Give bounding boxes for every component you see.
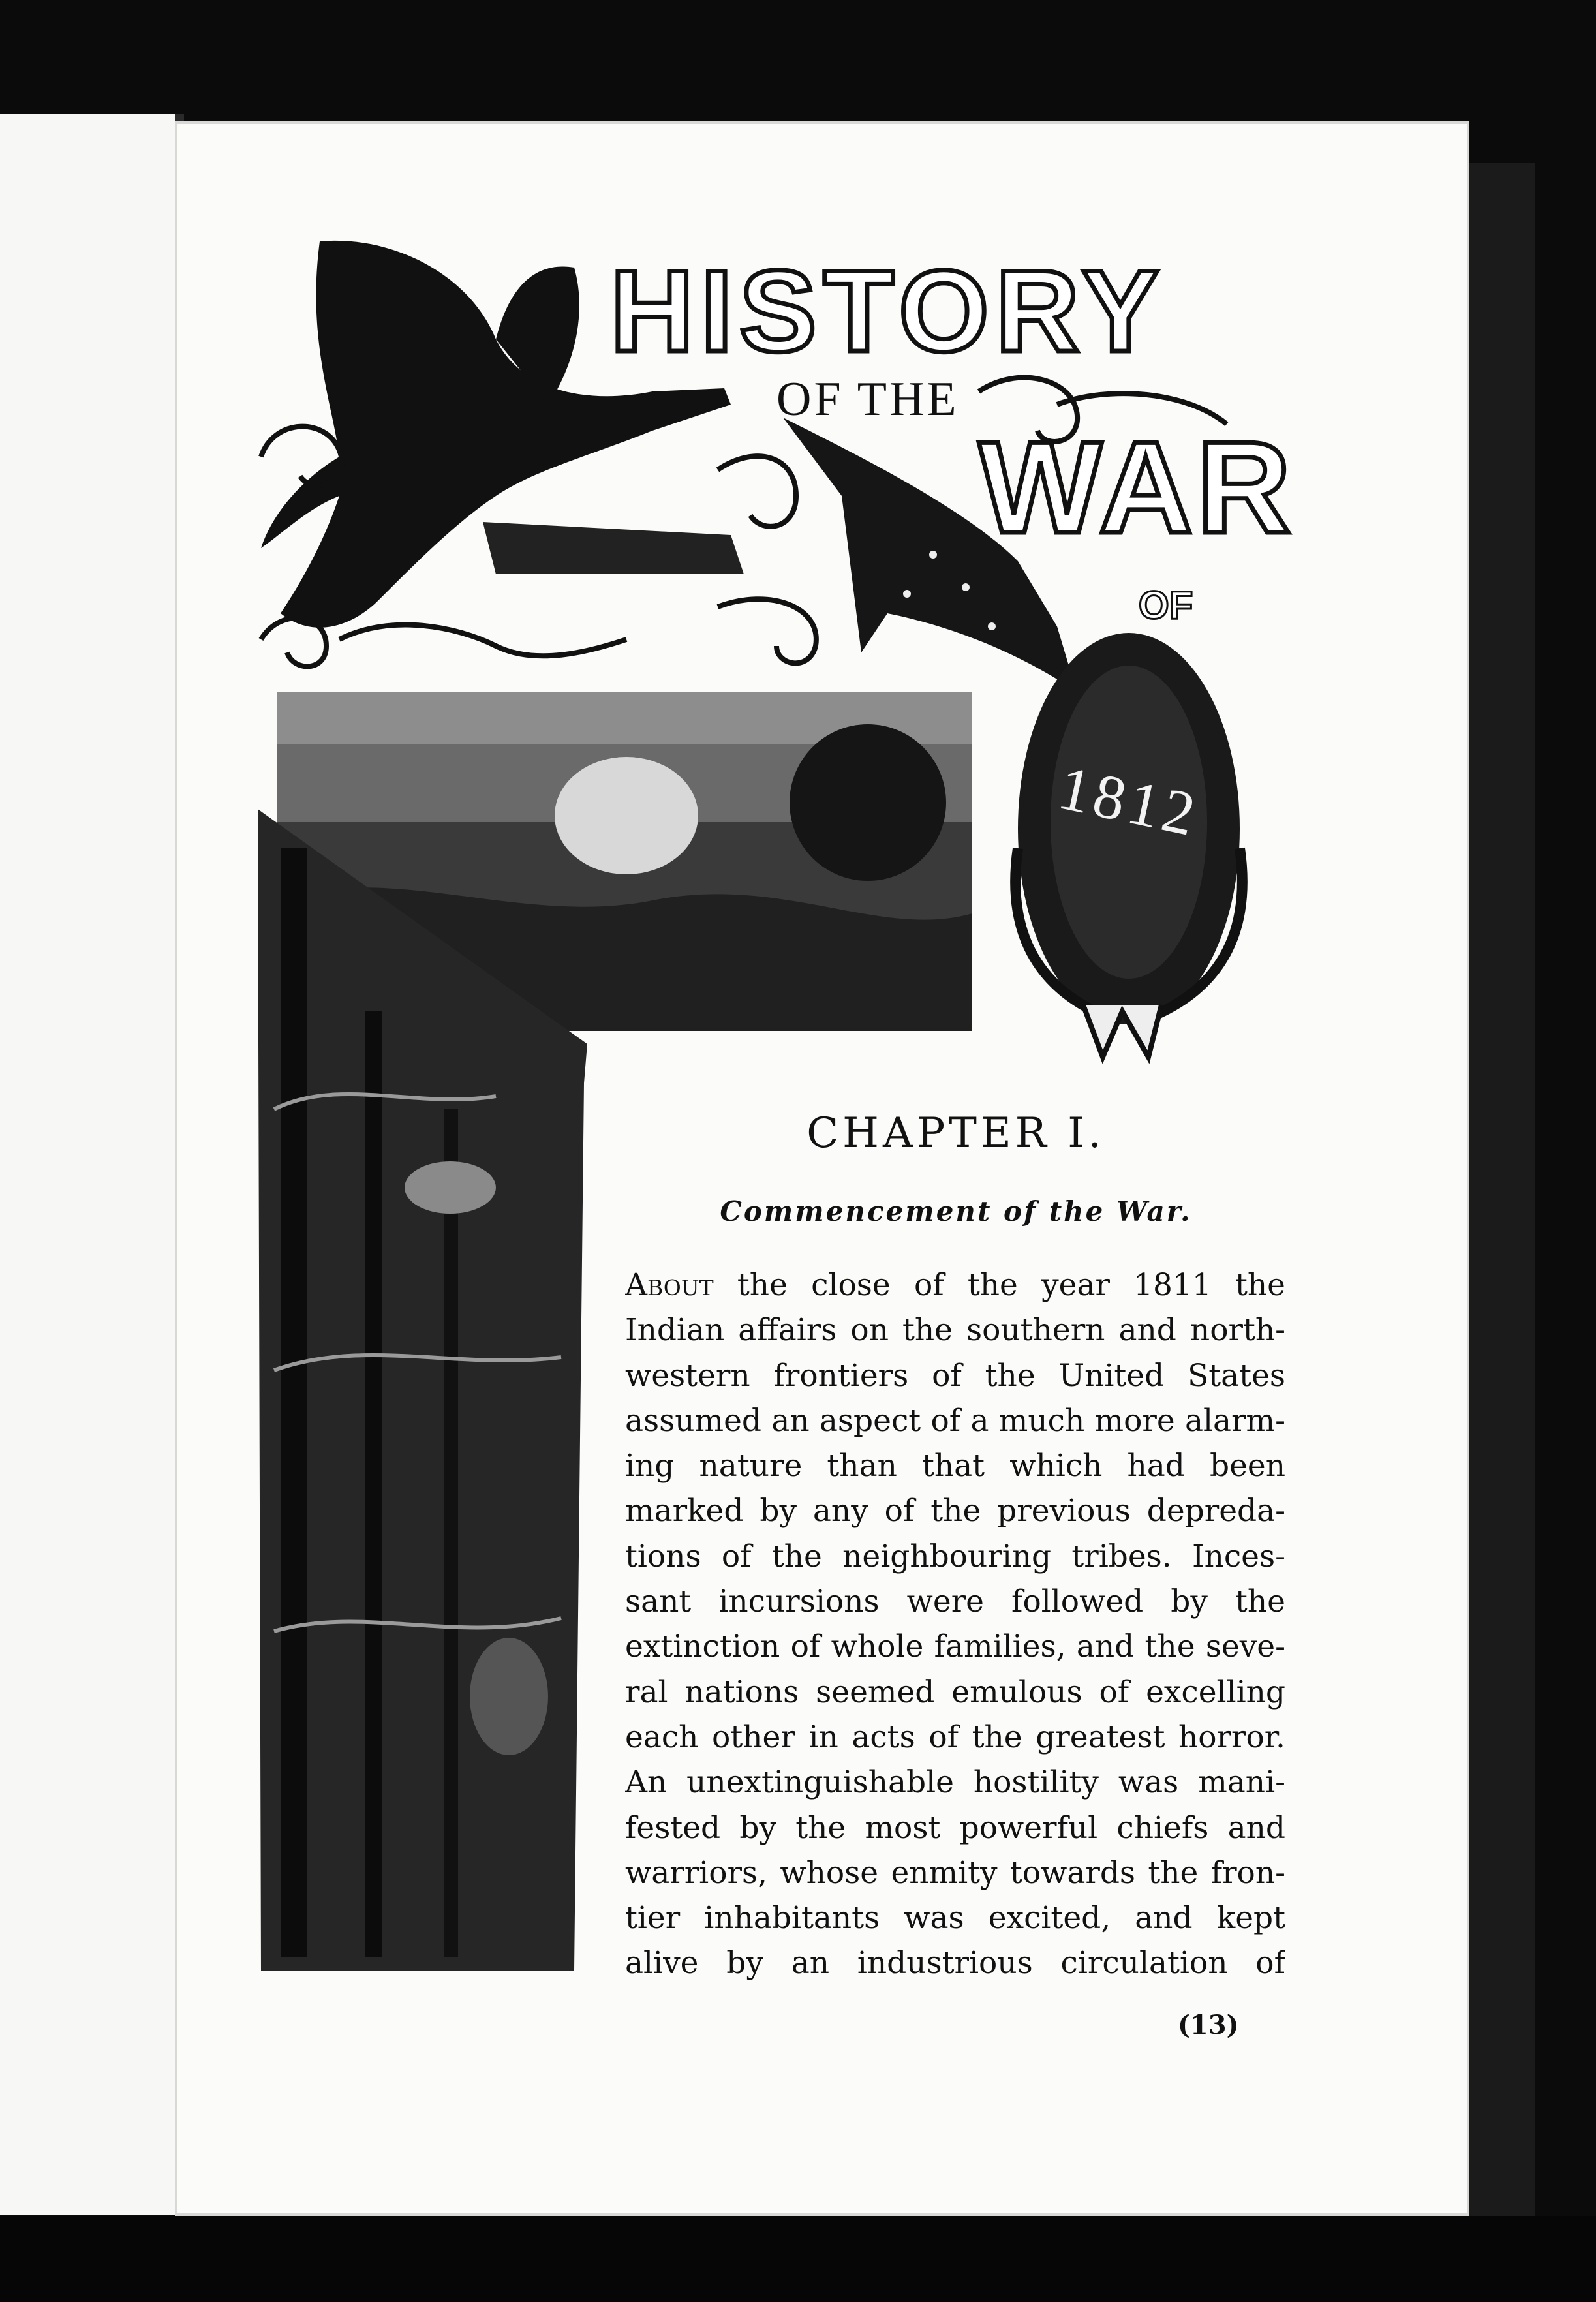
text-line: fested by the most powerful chiefs and [625,1809,1285,1846]
body-text [625,1263,1285,1986]
text-line: marked by any of the previous depreda- [625,1493,1285,1529]
text-line: assumed an aspect of a much more alarm- [625,1402,1285,1439]
title-of-the: OF THE [776,373,959,426]
text-line: An unextinguishable hostility was mani- [625,1764,1285,1801]
text-line: ral nations seemed emulous of excelling [625,1674,1285,1710]
title-year: 1812 [1052,752,1205,850]
title-war: WAR [979,415,1295,560]
text-line: sant incursions were followed by the [625,1584,1285,1620]
text-line-content: the close of the year 1811 the [737,1267,1285,1303]
text-line: each other in acts of the greatest horror. [625,1719,1285,1755]
wreath-ornament [1015,633,1242,1057]
text-line: ing nature than that which had been [625,1448,1285,1484]
page-number: (13) [1178,2010,1239,2040]
text-line: extinction of whole families, and the seve- [625,1629,1285,1665]
text-line: alive by an industrious circulation of [625,1945,1285,1982]
text-line: western frontiers of the United States [625,1357,1285,1394]
title-history: HISTORY [610,246,1166,376]
chapter-subtitle: Commencement of the War. [720,1195,1192,1227]
text-line: warriors, whose enmity towards the fron- [625,1854,1285,1891]
text-line: tions of the neighbouring tribes. Inces- [625,1538,1285,1574]
title-of: OF [1139,583,1193,627]
text-line: tier inhabitants was excited, and kept [625,1900,1285,1937]
text-line [625,1263,1285,1308]
lead-word: About [625,1267,714,1303]
text-line: Indian affairs on the southern and north- [625,1312,1285,1349]
chapter-heading: CHAPTER I. [806,1109,1105,1158]
